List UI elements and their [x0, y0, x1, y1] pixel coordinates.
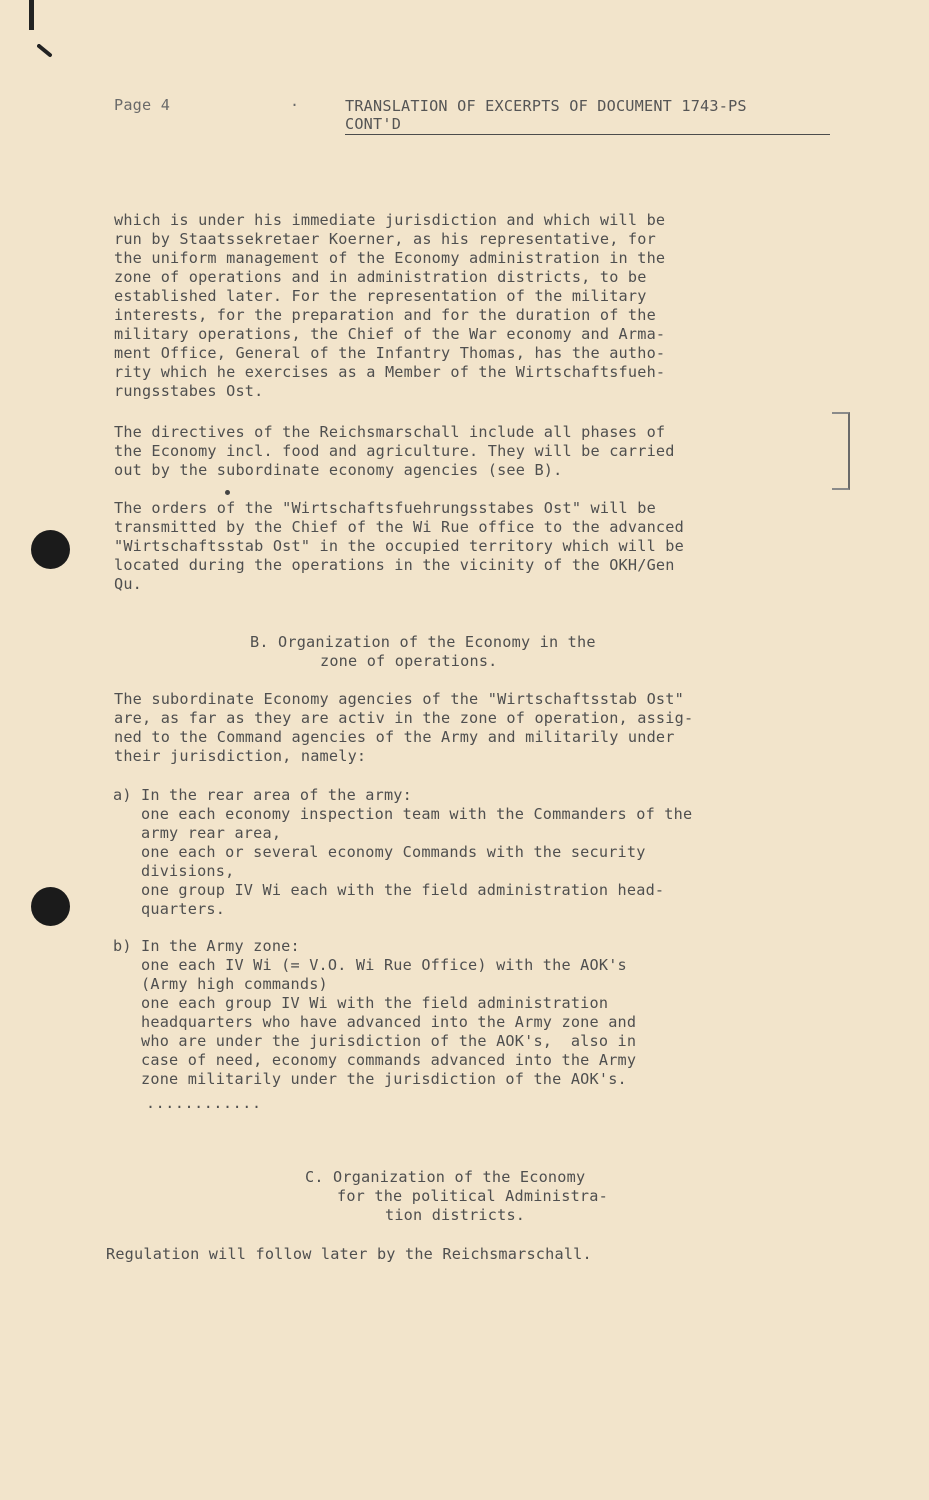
- text-line: located during the operations in the vicinity of the OKH/Gen: [114, 556, 675, 574]
- paragraph-orders: [114, 499, 684, 594]
- text-line: the uniform management of the Economy administration in the: [114, 249, 666, 267]
- paragraph-directives: [114, 423, 675, 480]
- ink-dot: [225, 490, 230, 495]
- heading-line: C. Organization of the Economy: [305, 1168, 586, 1186]
- text-line: the Economy incl. food and agriculture. They will be carried: [114, 442, 675, 460]
- text-line: army rear area,: [113, 824, 282, 842]
- text-line: one each IV Wi (= V.O. Wi Rue Office) with the AOK's: [113, 956, 627, 974]
- text-line: one each group IV Wi with the field administration: [113, 994, 609, 1012]
- text-line: rity which he exercises as a Member of the Wirtschaftsfueh-: [114, 363, 666, 381]
- text-line: headquarters who have advanced into the Army zone and: [113, 1013, 637, 1031]
- text-line: who are under the jurisdiction of the AOK's, also in: [113, 1032, 637, 1050]
- text-line: rungsstabes Ost.: [114, 382, 264, 400]
- text-line: The directives of the Reichsmarschall include all phases of: [114, 423, 666, 441]
- text-line: b) In the Army zone:: [113, 937, 300, 955]
- ellipsis-dots: ............: [146, 1094, 262, 1112]
- paragraph-regulation: Regulation will follow later by the Reichsmarschall.: [106, 1245, 592, 1263]
- heading-line: for the political Administra-: [337, 1187, 608, 1205]
- text-line: case of need, economy commands advanced into the Army: [113, 1051, 637, 1069]
- document-title-line-1: TRANSLATION OF EXCERPTS OF DOCUMENT 1743-PS: [345, 97, 747, 115]
- text-line: their jurisdiction, namely:: [114, 747, 367, 765]
- text-line: transmitted by the Chief of the Wi Rue office to the advanced: [114, 518, 684, 536]
- punch-hole-bottom: [31, 887, 70, 926]
- heading-line: B. Organization of the Economy in the: [250, 633, 596, 651]
- document-title: [345, 97, 747, 133]
- page-number: Page 4: [114, 96, 171, 114]
- text-line: one each or several economy Commands with the security: [113, 843, 646, 861]
- list-item-a: [113, 786, 692, 919]
- heading-line: tion districts.: [385, 1206, 526, 1224]
- text-line: one each economy inspection team with the Commanders of the: [113, 805, 693, 823]
- text-line: one group IV Wi each with the field administration head-: [113, 881, 665, 899]
- punch-hole-top: [31, 530, 70, 569]
- document-title-line-2: CONT'D: [345, 115, 402, 133]
- section-heading-b: [250, 633, 596, 671]
- text-line: a) In the rear area of the army:: [113, 786, 412, 804]
- top-edge-mark: [29, 0, 34, 30]
- margin-bracket-mark: [832, 412, 850, 490]
- text-line: ned to the Command agencies of the Army and militarily under: [114, 728, 675, 746]
- title-underline: [345, 134, 830, 135]
- text-line: which is under his immediate jurisdiction and which will be: [114, 211, 666, 229]
- heading-line: zone of operations.: [320, 652, 498, 670]
- paragraph-subordinate-agencies: [114, 690, 693, 766]
- paragraph-jurisdiction: [114, 211, 665, 401]
- text-line: run by Staatssekretaer Koerner, as his representative, for: [114, 230, 656, 248]
- text-line: out by the subordinate economy agencies (see B).: [114, 461, 563, 479]
- text-line: are, as far as they are activ in the zone of operation, assig-: [114, 709, 694, 727]
- text-line: established later. For the representation of the military: [114, 287, 647, 305]
- text-line: (Army high commands): [113, 975, 328, 993]
- section-heading-c: [305, 1168, 608, 1225]
- text-line: The subordinate Economy agencies of the "Wirtschaftsstab Ost": [114, 690, 684, 708]
- text-line: The orders of the "Wirtschaftsfuehrungsstabes Ost" will be: [114, 499, 656, 517]
- text-line: divisions,: [113, 862, 235, 880]
- corner-tick-mark: [37, 44, 53, 60]
- header-separator: .: [290, 92, 300, 110]
- list-item-b: [113, 937, 636, 1089]
- text-line: military operations, the Chief of the War economy and Arma-: [114, 325, 666, 343]
- text-line: zone of operations and in administration districts, to be: [114, 268, 647, 286]
- text-line: "Wirtschaftsstab Ost" in the occupied territory which will be: [114, 537, 684, 555]
- text-line: Qu.: [114, 575, 143, 593]
- text-line: quarters.: [113, 900, 226, 918]
- text-line: interests, for the preparation and for the duration of the: [114, 306, 656, 324]
- text-line: zone militarily under the jurisdiction of the AOK's.: [113, 1070, 627, 1088]
- text-line: ment Office, General of the Infantry Thomas, has the autho-: [114, 344, 666, 362]
